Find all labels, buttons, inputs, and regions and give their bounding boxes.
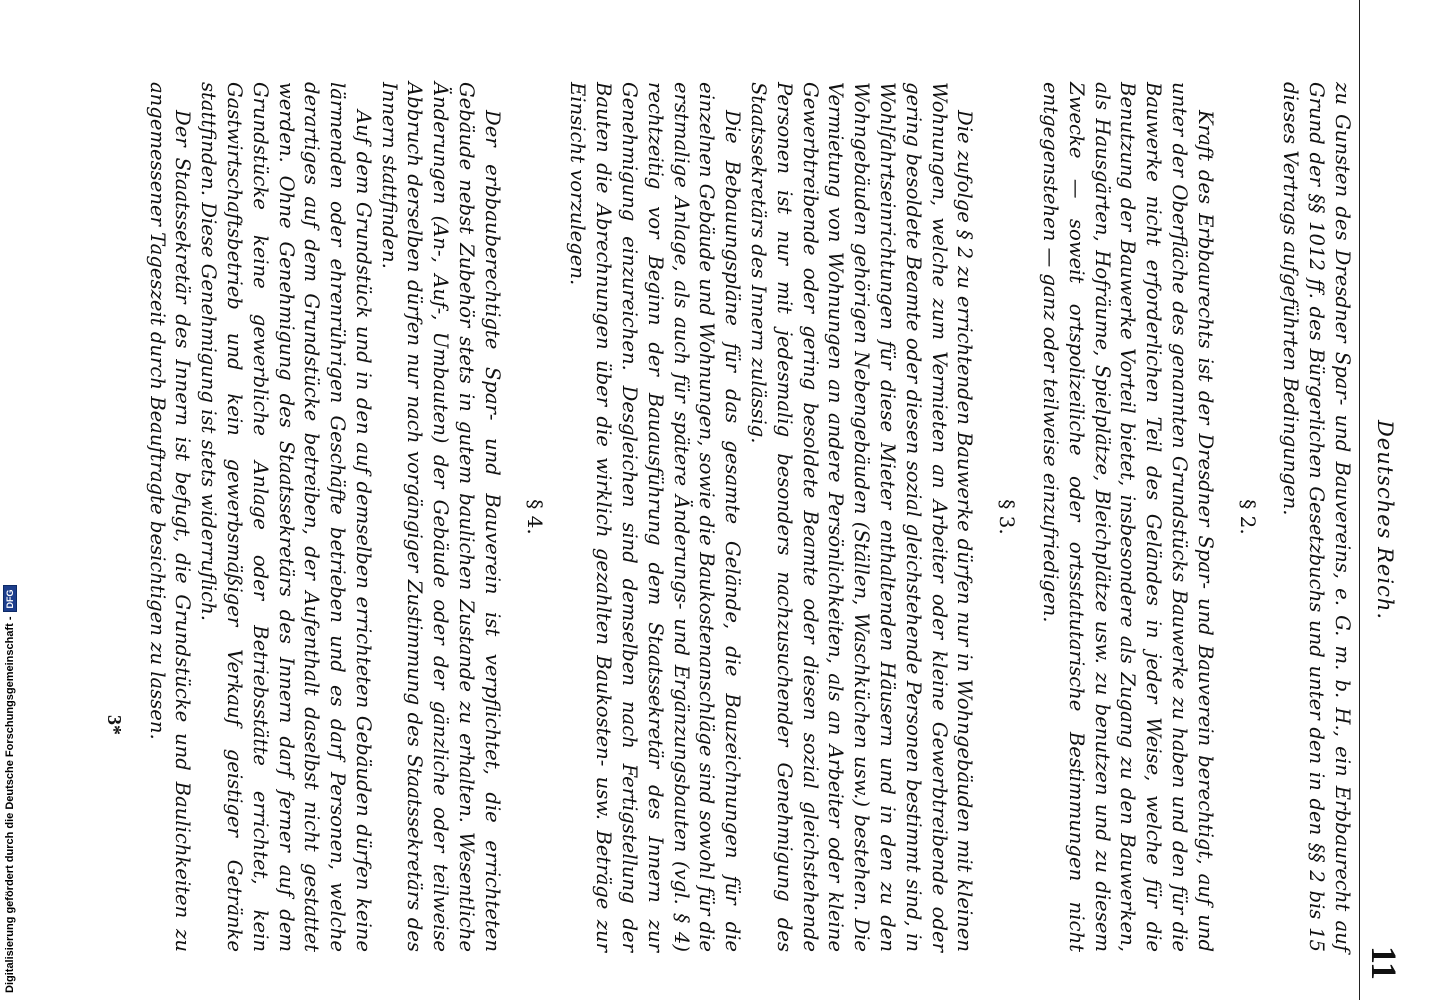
- page-number: 11: [1364, 945, 1404, 980]
- section-heading: § 2.: [1235, 499, 1260, 535]
- digitization-credit: [3, 585, 17, 993]
- header-rule: [1359, 0, 1360, 1000]
- credit-text: Digitalisierung gefördert durch die Deutsche Forschungsgemeinschaft -: [4, 616, 16, 993]
- paragraph: Die Bebauungspläne für das gesamte Gelände, die Bauzeichnungen für die einzelnen Gebäude und Wohnungen, sowie die Baukostenanschläge sind sowohl für die erstmalige Anlage, als auch für spätere Änderungs- und Ergänzungsbauten (vgl. § 4) rechtzeitig vor Beginn der Bauausführung dem Staatssekretär des Innern zur Genehmigung einzureichen. Desgleichen sind demselben nach Fertigstellung der Bauten die Abrechnungen über die wirklich gezahlten Baukosten- usw. Beträge zur Einsicht vorzulegen.: [566, 82, 745, 952]
- paragraph: Der erbbauberechtigte Spar- und Bauverein ist verpflichtet, die errichteten Gebäude nebst Zubehör stets in gutem baulichen Zustande zu erhalten. Wesentliche Änderungen (An-, Auf-, Umbauten) der Gebäude oder der gänzliche oder teilweise Abbruch derselben dürfen nur nach vorgängiger Zustimmung des Staatssekretärs des Innern stattfinden.: [377, 82, 504, 952]
- paragraph: zu Gunsten des Dresdner Spar- und Bauvereins, e. G. m. b. H., ein Erbbaurecht auf Grund der §§ 1012 ff. des Bürgerlichen Gesetzbuchs und unter den in den §§ 2 bis 15 dieses Vertrags aufgeführten Bedingungen.: [1279, 82, 1354, 952]
- paragraph: Der Staatssekretär des Innern ist befugt, die Grundstücke und Baulichkeiten zu angemessener Tageszeit durch Beauftragte besichtigen zu lassen.: [145, 82, 195, 952]
- paragraph: Kraft des Erbbaurechts ist der Dresdner Spar- und Bauverein berechtigt, auf und unter der Oberfläche des genannten Grundstücks Bauwerke zu haben und den für die Bauwerke nicht erforderlichen Teil des Geländes in jeder Weise, welche für die Benutzung der Bauwerke Vorteil bietet, insbesondere als Zugang zu den Bauwerken, als Hausgärten, Hofräume, Spielplätze, Bleichplätze usw. zu benutzen und zu diesem Zwecke — soweit ortspolizeiliche oder ortsstatutarische Bestimmungen nicht entgegenstehen — ganz oder teilweise einzufriedigen.: [1039, 82, 1217, 952]
- section-heading: § 3.: [995, 499, 1020, 535]
- paragraph: Auf dem Grundstück und in den auf demselben errichteten Gebäuden dürfen keine lärmenden oder ehrenrührigen Geschäfte betrieben und es darf Personen, welche derartiges auf dem Grundstücke betreiben, der Aufenthalt daselbst nicht gestattet werden. Ohne Genehmigung des Staatssekretärs des Innern darf ferner auf dem Grundstücke keine gewerbliche Anlage oder Betriebsstätte errichtet, kein Gastwirtschaftsbetrieb und kein gewerbsmäßiger Verkauf geistiger Getränke stattfinden. Diese Genehmigung ist stets widerruflich.: [197, 82, 375, 952]
- paragraph: Die zufolge § 2 zu errichtenden Bauwerke dürfen nur in Wohngebäuden mit kleinen Wohnungen, welche zum Vermieten an Arbeiter oder kleine Gewerbtreibende oder gering besoldete Beamte oder diesen sozial gleichstehende Personen bestimmt sind, in Wohlfahrtseinrichtungen für diese Mieter enthaltenden Häusern und in den zu den Wohngebäuden gehörigen Nebengebäuden (Ställen, Waschküchen usw.) bestehen. Die Vermietung von Wohnungen an andere Persönlichkeiten, als an Arbeiter oder kleine Gewerbtreibende oder gering besoldete Beamte oder diesen sozial gleichstehende Personen ist nur mit jedesmalig besonders nachzusuchender Genehmigung des Staatssekretärs des Innern zulässig.: [747, 82, 977, 952]
- running-head: [1364, 70, 1404, 980]
- section-heading: § 4.: [522, 499, 547, 535]
- body-text: [144, 82, 1355, 952]
- running-title: Deutsches Reich.: [1373, 419, 1397, 621]
- signature-mark: 3*: [103, 715, 125, 735]
- dfg-logo-icon: DFG: [3, 585, 17, 612]
